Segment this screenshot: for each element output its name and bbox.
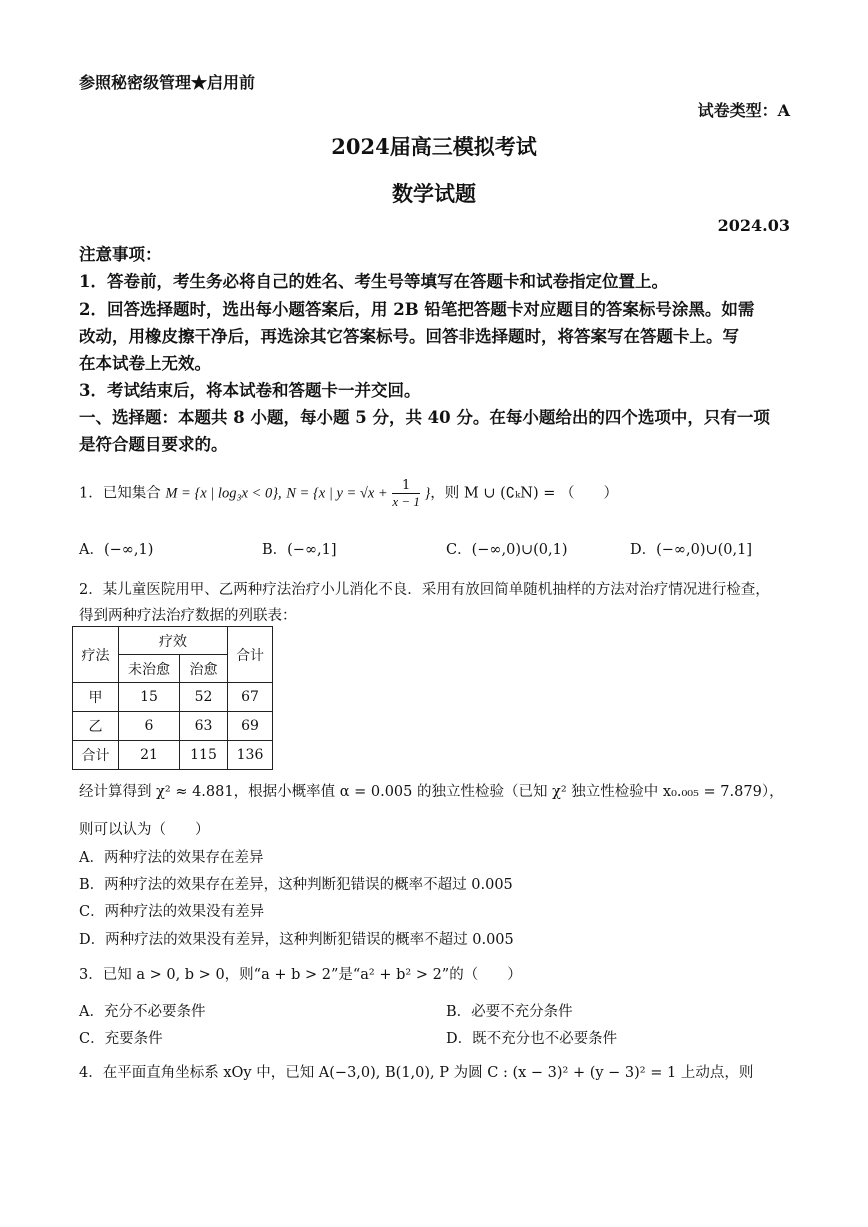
q1-set-m: M = {x | log₃x < 0}, — [165, 485, 282, 502]
section-heading-line-2: 是符合题目要求的。 — [79, 435, 228, 454]
note-item-2-line-2: 改动，用橡皮擦干净后，再选涂其它答案标号。回答非选择题时，将答案写在答题卡上。写 — [79, 327, 739, 346]
table-cell: 15 — [119, 683, 180, 712]
q1-option-a: A．(−∞,1) — [79, 542, 154, 558]
q1-fraction-denominator: x − 1 — [392, 494, 420, 509]
section-heading-line-1: 一、选择题：本题共 8 小题，每小题 5 分，共 40 分。在每小题给出的四个选项中，只有一项 — [79, 408, 770, 427]
q4-stem: 4．在平面直角坐标系 xOy 中，已知 A(−3,0), B(1,0), P 为圆 C : (x − 3)² + (y − 3)² = 1 上动点，则 — [79, 1065, 754, 1081]
q2-option-b: B．两种疗法的效果存在差异，这种判断犯错误的概率不超过 0.005 — [79, 877, 513, 893]
table-cell: 21 — [119, 741, 180, 770]
table-cell: 52 — [180, 683, 228, 712]
q1-question: ，则 M ∪ (∁ₖN) = （ ） — [430, 485, 619, 502]
table-header-cured: 治愈 — [180, 655, 228, 683]
table-header-effect: 疗效 — [119, 627, 228, 655]
q2-option-a: A．两种疗法的效果存在差异 — [79, 850, 264, 866]
q2-option-c: C．两种疗法的效果没有差异 — [79, 904, 265, 920]
q1-option-c: C．(−∞,0)∪(0,1) — [446, 542, 568, 558]
q1-set-n-head: N = {x | y = √x + — [286, 485, 388, 502]
notes-heading: 注意事项： — [79, 245, 162, 264]
table-cell: 63 — [180, 712, 228, 741]
table-cell: 69 — [228, 712, 273, 741]
q2-after-line-1: 经计算得到 χ² ≈ 4.881，根据小概率值 α = 0.005 的独立性检验（已知 χ² 独立性检验中 x₀.₀₀₅ = 7.879）， — [79, 784, 784, 800]
q3-option-b: B．必要不充分条件 — [446, 1004, 573, 1020]
exam-subtitle: 数学试题 — [392, 181, 476, 206]
table-header-uncured: 未治愈 — [119, 655, 180, 683]
q3-stem: 3．已知 a > 0, b > 0，则“a + b > 2”是“a² + b² > 2”的（ ） — [79, 967, 522, 983]
q2-option-d: D．两种疗法的效果没有差异，这种判断犯错误的概率不超过 0.005 — [79, 932, 514, 948]
table-row — [73, 683, 273, 712]
secrecy-label: 参照秘密级管理★启用前 — [79, 73, 256, 92]
q2-stem-line-2: 得到两种疗法治疗数据的列联表： — [79, 608, 297, 624]
table-cell: 合计 — [73, 741, 119, 770]
table-cell: 67 — [228, 683, 273, 712]
q1-prefix: 1．已知集合 — [79, 485, 161, 502]
table-header-total: 合计 — [228, 627, 273, 683]
q2-stem-line-1: 2．某儿童医院用甲、乙两种疗法治疗小儿消化不良．采用有放回简单随机抽样的方法对治疗情况进行检查， — [79, 582, 770, 598]
exam-date: 2024.03 — [717, 216, 790, 235]
table-cell: 115 — [180, 741, 228, 770]
q3-option-c: C．充要条件 — [79, 1031, 163, 1047]
q1-fraction — [392, 478, 420, 509]
table-row — [73, 741, 273, 770]
question-1-stem — [79, 478, 618, 509]
table-header-method: 疗法 — [73, 627, 119, 683]
table-cell: 甲 — [73, 683, 119, 712]
paper-type: 试卷类型：A — [697, 101, 790, 120]
q1-option-d: D．(−∞,0)∪(0,1] — [630, 542, 753, 558]
q3-option-a: A．充分不必要条件 — [79, 1004, 206, 1020]
note-item-2-line-1: 2．回答选择题时，选出每小题答案后，用 2B 铅笔把答题卡对应题目的答案标号涂黑。如需 — [79, 300, 755, 319]
q1-fraction-numerator: 1 — [392, 478, 420, 494]
q3-option-d: D．既不充分也不必要条件 — [446, 1031, 618, 1047]
note-item-1: 1．答卷前，考生务必将自己的姓名、考生号等填写在答题卡和试卷指定位置上。 — [79, 272, 668, 291]
note-item-3: 3．考试结束后，将本试卷和答题卡一并交回。 — [79, 381, 421, 400]
table-cell: 乙 — [73, 712, 119, 741]
note-item-2-line-3: 在本试卷上无效。 — [79, 354, 211, 373]
table-cell: 136 — [228, 741, 273, 770]
q1-set-n-tail: } — [424, 485, 431, 502]
table-row — [73, 712, 273, 741]
q1-option-b: B．(−∞,1] — [262, 542, 337, 558]
exam-title: 2024届高三模拟考试 — [331, 134, 537, 159]
contingency-table — [72, 626, 273, 770]
q2-after-line-2: 则可以认为（ ） — [79, 822, 210, 838]
table-cell: 6 — [119, 712, 180, 741]
